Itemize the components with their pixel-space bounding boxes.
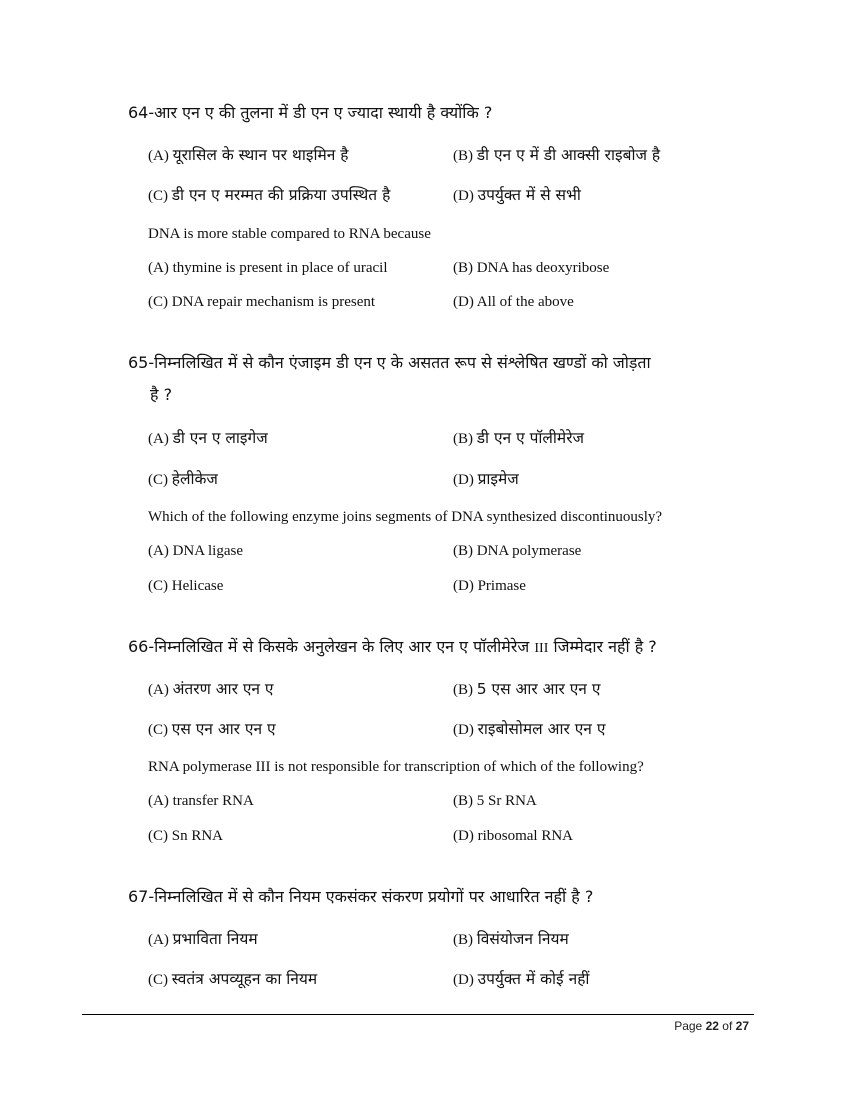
option-label: (C) xyxy=(148,972,168,988)
q64-english-option-b xyxy=(453,260,609,277)
option-text: उपर्युक्त में से सभी xyxy=(477,186,581,204)
option-label: (D) xyxy=(453,188,474,204)
question-text-hindi: निम्नलिखित में से किसके अनुलेखन के लिए आर एन ए पॉलीमेरेज xyxy=(154,637,530,656)
option-text: 5 Sr RNA xyxy=(476,793,537,809)
q66-hindi-option-c xyxy=(148,717,276,739)
option-text: उपर्युक्त में कोई नहीं xyxy=(477,970,590,988)
option-text: Helicase xyxy=(171,578,224,594)
q66-english-option-a xyxy=(148,793,254,810)
option-text: Sn RNA xyxy=(171,828,224,844)
option-text: ribosomal RNA xyxy=(477,828,573,844)
q64-english-option-c xyxy=(148,294,375,311)
q66-hindi-option-d xyxy=(453,717,605,739)
option-label: (D) xyxy=(453,294,474,310)
question-number: 65- xyxy=(128,353,155,372)
option-text: स्वतंत्र अपव्यूहन का नियम xyxy=(171,970,318,988)
option-text: विसंयोजन नियम xyxy=(476,930,569,948)
question-number: 67- xyxy=(128,887,155,906)
option-label: (A) xyxy=(148,932,169,948)
q65-hindi-option-d xyxy=(453,467,519,489)
option-text: यूरासिल के स्थान पर थाइमिन है xyxy=(172,146,349,164)
q66-english-option-b xyxy=(453,793,537,810)
option-text: thymine is present in place of uracil xyxy=(172,260,388,276)
option-text: DNA ligase xyxy=(172,543,243,559)
option-label: (B) xyxy=(453,431,473,447)
option-text: 5 एस आर आर एन ए xyxy=(476,680,601,698)
option-label: (D) xyxy=(453,472,474,488)
q67-hindi-option-c xyxy=(148,967,317,989)
q64-english-option-a xyxy=(148,260,388,277)
question-text-hindi: निम्नलिखित में से कौन नियम एकसंकर संकरण प्रयोगों पर आधारित नहीं है ? xyxy=(154,887,594,906)
option-label: (A) xyxy=(148,793,169,809)
option-label: (C) xyxy=(148,472,168,488)
q67-hindi-option-b xyxy=(453,927,569,949)
option-label: (D) xyxy=(453,828,474,844)
option-text: प्राइमेज xyxy=(477,470,519,488)
option-text: DNA polymerase xyxy=(476,543,582,559)
q65-english-question: Which of the following enzyme joins segments of DNA synthesized discontinuously? xyxy=(148,509,663,525)
option-label: (C) xyxy=(148,294,168,310)
option-label: (A) xyxy=(148,682,169,698)
page-number xyxy=(674,1019,749,1033)
option-label: (A) xyxy=(148,260,169,276)
option-text: डी एन ए लाइगेज xyxy=(172,429,268,447)
option-text: All of the above xyxy=(476,294,574,310)
option-text: डी एन ए में डी आक्सी राइबोज है xyxy=(476,146,661,164)
page-total: 27 xyxy=(735,1019,749,1033)
question-65-hindi xyxy=(128,346,758,380)
q64-hindi-option-d xyxy=(453,183,581,205)
option-text: हेलीकेज xyxy=(171,470,218,488)
q66-hindi-option-b xyxy=(453,677,600,699)
q64-hindi-option-b xyxy=(453,143,660,165)
question-text-hindi: आर एन ए की तुलना में डी एन ए ज्यादा स्थायी है क्योंकि ? xyxy=(154,103,493,122)
footer-divider xyxy=(82,1014,754,1015)
q67-hindi-option-a xyxy=(148,927,258,949)
question-65-hindi-continued: है ? xyxy=(150,385,173,404)
question-text-hindi: निम्नलिखित में से कौन एंजाइम डी एन ए के असतत रूप से संश्लेषित खण्डों को जोड़ता xyxy=(154,353,651,372)
option-text: DNA repair mechanism is present xyxy=(171,294,376,310)
option-label: (C) xyxy=(148,578,168,594)
q64-english-question: DNA is more stable compared to RNA because xyxy=(148,226,431,242)
option-text: transfer RNA xyxy=(172,793,254,809)
option-text: डी एन ए पॉलीमेरेज xyxy=(476,429,585,447)
question-67-hindi xyxy=(128,880,758,914)
option-label: (B) xyxy=(453,682,473,698)
q65-english-option-c xyxy=(148,578,223,595)
option-label: (B) xyxy=(453,260,473,276)
option-label: (B) xyxy=(453,793,473,809)
q65-hindi-option-b xyxy=(453,426,584,448)
page-prefix: Page xyxy=(674,1019,703,1033)
option-label: (A) xyxy=(148,148,169,164)
q64-hindi-option-a xyxy=(148,143,349,165)
q65-english-option-d xyxy=(453,578,526,595)
q65-english-option-a xyxy=(148,543,243,560)
option-text: अंतरण आर एन ए xyxy=(172,680,274,698)
q66-english-question: RNA polymerase III is not responsible for transcription of which of the following? xyxy=(148,759,644,775)
question-66-hindi xyxy=(128,630,758,666)
q65-hindi-option-a xyxy=(148,426,268,448)
option-label: (B) xyxy=(453,148,473,164)
roman-numeral: III xyxy=(534,641,549,656)
option-label: (C) xyxy=(148,722,168,738)
option-text: राइबोसोमल आर एन ए xyxy=(477,720,606,738)
q66-english-option-c xyxy=(148,828,223,845)
option-label: (C) xyxy=(148,188,168,204)
option-text: DNA has deoxyribose xyxy=(476,260,610,276)
option-label: (D) xyxy=(453,972,474,988)
question-64-hindi xyxy=(128,96,758,130)
page-current: 22 xyxy=(705,1019,719,1033)
option-text: डी एन ए मरम्मत की प्रक्रिया उपस्थित है xyxy=(171,186,391,204)
option-label: (B) xyxy=(453,932,473,948)
q65-english-option-b xyxy=(453,543,581,560)
q64-english-option-d xyxy=(453,294,574,311)
option-label: (A) xyxy=(148,543,169,559)
question-number: 66- xyxy=(128,637,155,656)
option-text: एस एन आर एन ए xyxy=(171,720,276,738)
q64-hindi-option-c xyxy=(148,183,390,205)
q65-hindi-option-c xyxy=(148,467,218,489)
question-text-hindi-end: जिम्मेदार नहीं है ? xyxy=(553,637,657,656)
option-label: (D) xyxy=(453,722,474,738)
q66-hindi-option-a xyxy=(148,677,274,699)
option-text: प्रभाविता नियम xyxy=(172,930,258,948)
option-label: (B) xyxy=(453,543,473,559)
q67-hindi-option-d xyxy=(453,967,589,989)
option-text: Primase xyxy=(477,578,526,594)
option-label: (A) xyxy=(148,431,169,447)
option-label: (D) xyxy=(453,578,474,594)
option-label: (C) xyxy=(148,828,168,844)
page-of: of xyxy=(722,1019,733,1033)
question-number: 64- xyxy=(128,103,155,122)
q66-english-option-d xyxy=(453,828,573,845)
